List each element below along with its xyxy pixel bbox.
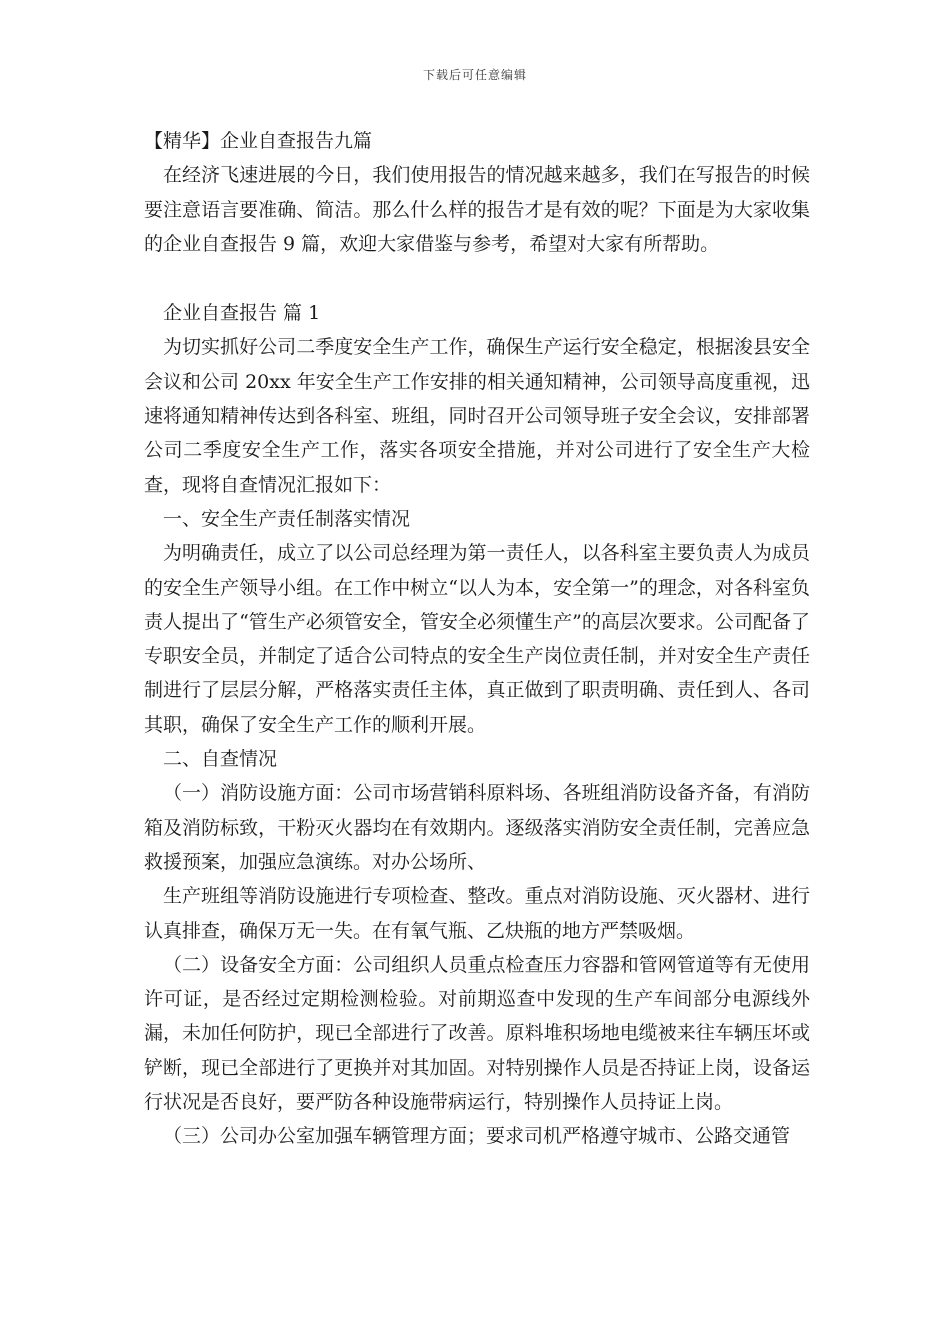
heading-responsibility: 一、安全生产责任制落实情况 — [163, 507, 411, 530]
section-title: 企业自查报告 篇 1 — [163, 302, 321, 325]
body-paragraph-1: 为切实抓好公司二季度安全生产工作，确保生产运行安全稳定，根据浚县安全会议和公司 20xx 年安全生产工作安排的相关通知精神，公司领导高度重视，迅速将通知精神传达到各科室、班组，同时召开公司领导班子安全会议，安排部署公司二季度安全生产工作，落实各项安全措施，并对公司进行了安全生产大检查，现将自查情况汇报如下： — [144, 336, 810, 496]
section-spacer — [144, 261, 810, 296]
body-paragraph-vehicle-management: （三）公司办公室加强车辆管理方面；要求司机严格遵守城市、公路交通管 — [163, 1125, 791, 1148]
body-paragraph-equipment-safety: （二）设备安全方面：公司组织人员重点检查压力容器和管网管道等有无使用许可证，是否经过定期检测检验。对前期巡查中发现的生产车间部分电源线外漏，未加任何防护，现已全部进行了改善。原料堆积场地电缆被来往车辆压坏或铲断，现已全部进行了更换并对其加固。对特别操作人员是否持证上岗，设备运行状况是否良好，要严防各种设施带病运行，特别操作人员持证上岗。 — [144, 953, 810, 1114]
body-paragraph-fire-safety: （一）消防设施方面：公司市场营销科原料场、各班组消防设备齐备，有消防箱及消防标致，干粉灭火器均在有效期内。逐级落实消防安全责任制，完善应急救援预案，加强应急演练。对办公场所、 — [144, 782, 810, 873]
document-body — [144, 124, 810, 1154]
document-title: 【精华】企业自查报告九篇 — [144, 130, 373, 152]
heading-self-inspection: 二、自查情况 — [163, 748, 278, 771]
body-paragraph-fire-safety-cont: 生产班组等消防设施进行专项检查、整改。重点对消防设施、灭火器材、进行认真排查，确保万无一失。在有氧气瓶、乙炔瓶的地方严禁吸烟。 — [144, 885, 810, 942]
intro-paragraph: 在经济飞速进展的今日，我们使用报告的情况越来越多，我们在写报告的时候要注意语言要准确、简洁。那么什么样的报告才是有效的呢？下面是为大家收集的企业自查报告 9 篇，欢迎大家借鉴与参考，希望对大家有所帮助。 — [144, 164, 810, 255]
page-header-note: 下载后可任意编辑 — [422, 68, 527, 82]
body-paragraph-2: 为明确责任，成立了以公司总经理为第一责任人，以各科室主要负责人为成员的安全生产领导小组。在工作中树立“以人为本，安全第一”的理念，对各科室负责人提出了“管生产必须管安全，管安全必须懂生产”的高层次要求。公司配备了专职安全员，并制定了适合公司特点的安全生产岗位责任制，并对安全生产责任制进行了层层分解，严格落实责任主体，真正做到了职责明确、责任到人、各司其职，确保了安全生产工作的顺利开展。 — [144, 542, 810, 736]
